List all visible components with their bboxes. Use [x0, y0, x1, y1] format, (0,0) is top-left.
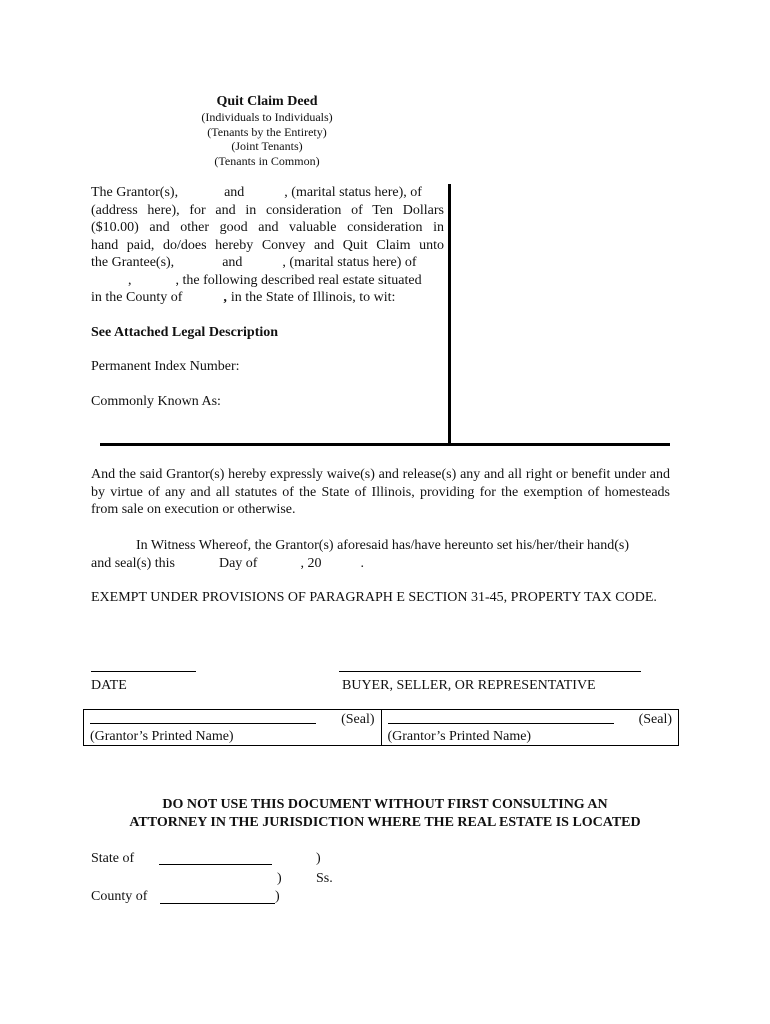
- document-title: Quit Claim Deed: [216, 94, 318, 109]
- state-of-label: State of: [91, 851, 135, 866]
- state-blank-line: [159, 864, 272, 865]
- grantee-label: the Grantee(s),: [91, 255, 175, 270]
- grantor-line-2: (address here), for and in consideration of Ten Dollars: [91, 202, 444, 218]
- exempt-statement: EXEMPT UNDER PROVISIONS OF PARAGRAPH E SECTION 31-45, PROPERTY TAX CODE.: [91, 590, 657, 605]
- grantee-marital: , (marital status here) of: [282, 255, 417, 270]
- grantor-label: The Grantor(s),: [91, 185, 179, 200]
- witness-block: [91, 537, 670, 572]
- seal-this: and seal(s) this: [91, 555, 175, 571]
- recorder-box-bottom-line: [100, 443, 670, 446]
- subtitle-common: (Tenants in Common): [214, 154, 320, 168]
- recorder-box-divider: [448, 184, 451, 445]
- day-of: Day of: [218, 555, 258, 571]
- grantor-line-3: ($10.00) and other good and valuable consideration in: [91, 220, 444, 235]
- printed-name-label-1: (Grantor’s Printed Name): [90, 729, 234, 744]
- county-label: in the County of: [91, 290, 183, 305]
- witness-period: .: [360, 555, 364, 571]
- seal-label-2: (Seal): [638, 712, 672, 727]
- county-line: [91, 289, 444, 307]
- buyer-line: [339, 671, 641, 672]
- ss-label: Ss.: [316, 871, 333, 886]
- grantee-address-line: [91, 272, 444, 290]
- grantee-comma: ,: [128, 272, 132, 288]
- date-line: [91, 671, 196, 672]
- printed-name-label-2: (Grantor’s Printed Name): [387, 729, 532, 744]
- signature-line-1: [90, 711, 316, 724]
- state-illinois: in the State of Illinois, to wit:: [230, 290, 396, 305]
- venue-paren-2: ): [277, 871, 282, 886]
- subtitle-joint: (Joint Tenants): [231, 139, 303, 153]
- warning-line-1: DO NOT USE THIS DOCUMENT WITHOUT FIRST CONSULTING AN: [162, 797, 608, 812]
- legal-description-label: See Attached Legal Description: [91, 324, 279, 340]
- grantor-marital: , (marital status here), of: [284, 185, 422, 200]
- grantor-line-1: [91, 184, 444, 202]
- witness-line-1: In Witness Whereof, the Grantor(s) aforesaid has/have hereunto set his/her/their hand(s): [136, 538, 630, 553]
- subtitle-entirety: (Tenants by the Entirety): [207, 125, 327, 139]
- witness-line-2: [91, 555, 670, 573]
- county-of-label: County of: [91, 889, 148, 904]
- signature-line-2: [388, 711, 614, 724]
- grantor-line-4: hand paid, do/does hereby Convey and Quit Claim unto: [91, 237, 444, 253]
- grantee-and: and: [222, 255, 243, 270]
- grantor-block: [91, 184, 444, 410]
- county-comma: ,: [223, 290, 227, 305]
- warning-line-2: ATTORNEY IN THE JURISDICTION WHERE THE REAL ESTATE IS LOCATED: [129, 815, 641, 830]
- grantor-signature-cell-2: [381, 710, 679, 746]
- venue-paren-1: ): [316, 851, 321, 866]
- buyer-label: BUYER, SELLER, OR REPRESENTATIVE: [342, 678, 596, 693]
- described-real-estate: , the following described real estate situated: [175, 272, 422, 288]
- year-prefix: , 20: [300, 555, 322, 571]
- grantor-signature-cell-1: [84, 710, 382, 746]
- grantor-signature-table: [83, 709, 679, 746]
- waiver-paragraph: And the said Grantor(s) hereby expressly waive(s) and release(s) any and all right or benefit under and by virtue of any and all statutes of the State of Illinois, providing for the exemption of homesteads from sale on execution or otherwise.: [91, 467, 670, 517]
- subtitle-individuals: (Individuals to Individuals): [201, 110, 333, 124]
- grantee-line: [91, 254, 444, 272]
- venue-paren-3: ): [275, 889, 280, 904]
- known-as-label: Commonly Known As:: [91, 393, 221, 409]
- county-blank-line: [160, 903, 275, 904]
- pin-label: Permanent Index Number:: [91, 359, 240, 374]
- seal-label-1: (Seal): [341, 712, 375, 727]
- grantor-and: and: [224, 185, 245, 200]
- date-label: DATE: [91, 678, 127, 693]
